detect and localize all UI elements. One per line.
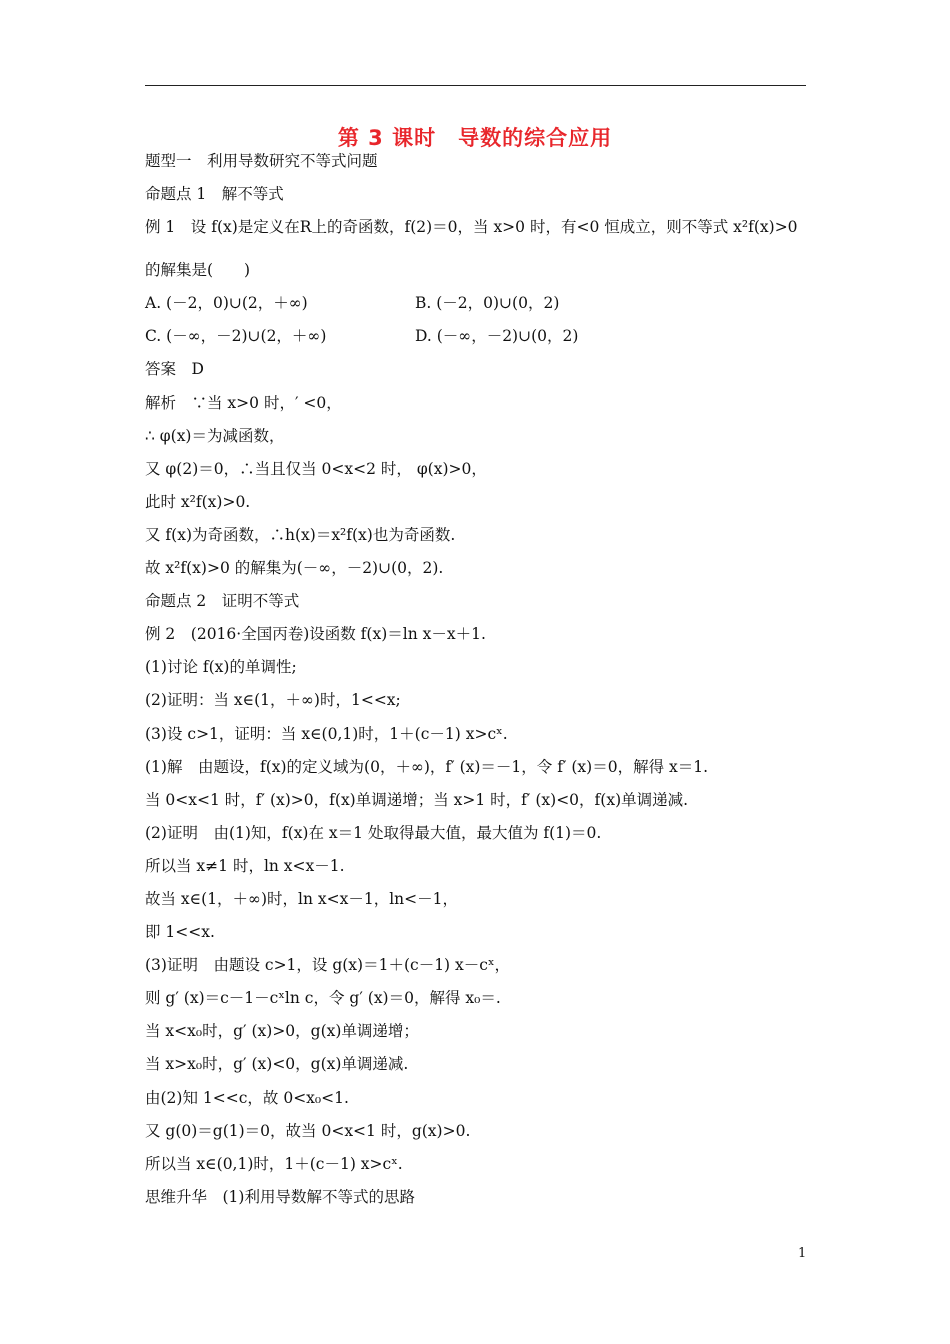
solution-line: 当 0<x<1 时，f′ (x)>0，f(x)单调递增；当 x>1 时，f′ (x)<0，f(x)单调递减. [145, 790, 689, 809]
option-b: B. (－2，0)∪(0，2) [415, 294, 560, 313]
subsection-heading: 命题点 2 证明不等式 [145, 592, 300, 611]
analysis-line: 解析 ∵当 x>0 时，′ <0， [145, 393, 342, 412]
answer: 答案 D [145, 360, 204, 379]
option-a: A. (－2，0)∪(2，＋∞) [145, 294, 308, 313]
analysis-line: 此时 x²f(x)>0. [145, 492, 251, 511]
option-c: C. (－∞，－2)∪(2，＋∞) [145, 327, 327, 346]
options-row-cd [145, 325, 815, 358]
options-row-ab [145, 292, 815, 325]
example-2-part: (1)讨论 f(x)的单调性; [145, 658, 297, 677]
solution-line: (3)证明 由题设 c>1，设 g(x)＝1＋(c－1) x－cˣ， [145, 956, 511, 975]
solution-line: 所以当 x∈(0,1)时，1＋(c－1) x>cˣ. [145, 1154, 403, 1173]
analysis-line: 又 f(x)为奇函数，∴h(x)＝x²f(x)也为奇函数. [145, 525, 456, 544]
solution-line: (2)证明 由(1)知，f(x)在 x＝1 处取得最大值，最大值为 f(1)＝0. [145, 823, 602, 842]
solution-line: 所以当 x≠1 时，ln x<x－1. [145, 856, 345, 875]
analysis-line: ∴ φ(x)＝为减函数， [145, 426, 285, 445]
solution-line: 当 x>x₀时，g′ (x)<0，g(x)单调递减. [145, 1055, 409, 1074]
analysis-line: 故 x²f(x)>0 的解集为(－∞，－2)∪(0，2). [145, 559, 444, 578]
header-rule [145, 85, 806, 86]
summary-heading: 思维升华 (1)利用导数解不等式的思路 [145, 1187, 415, 1206]
example-1-question: 例 1 设 f(x)是定义在R上的奇函数，f(2)＝0，当 x>0 时，有<0 恒成立，则不等式 x²f(x)>0 [145, 218, 798, 237]
page-title: 第 3 课时 导数的综合应用 [337, 126, 613, 150]
solution-line: 则 g′ (x)＝c－1－cˣln c，令 g′ (x)＝0，解得 x₀＝. [145, 989, 501, 1008]
solution-line: 又 g(0)＝g(1)＝0，故当 0<x<1 时，g(x)>0. [145, 1121, 471, 1140]
solution-line: (1)解 由题设，f(x)的定义域为(0，＋∞)，f′ (x)＝－1，令 f′ (x)＝0，解得 x＝1. [145, 757, 709, 776]
solution-line: 即 1<<x. [145, 923, 215, 942]
solution-line: 故当 x∈(1，＋∞)时，ln x<x－1，ln<－1， [145, 889, 458, 908]
page-number: 1 [798, 1246, 807, 1261]
section-heading: 题型一 利用导数研究不等式问题 [145, 152, 378, 170]
example-2-part: (2)证明：当 x∈(1，＋∞)时，1<<x; [145, 691, 401, 710]
example-2-part: (3)设 c>1，证明：当 x∈(0,1)时，1＋(c－1) x>cˣ. [145, 724, 508, 743]
subsection-heading: 命题点 1 解不等式 [145, 185, 284, 204]
solution-line: 当 x<x₀时，g′ (x)>0，g(x)单调递增； [145, 1022, 419, 1041]
analysis-line: 又 φ(2)＝0，∴当且仅当 0<x<2 时， φ(x)>0， [145, 459, 487, 478]
option-d: D. (－∞，－2)∪(0，2) [415, 327, 579, 346]
document-body [145, 150, 815, 1219]
solution-line: 由(2)知 1<<c，故 0<x₀<1. [145, 1088, 349, 1107]
example-2-question: 例 2 (2016·全国丙卷)设函数 f(x)＝ln x－x＋1. [145, 625, 486, 644]
example-1-question-cont: 的解集是( ) [145, 261, 251, 280]
